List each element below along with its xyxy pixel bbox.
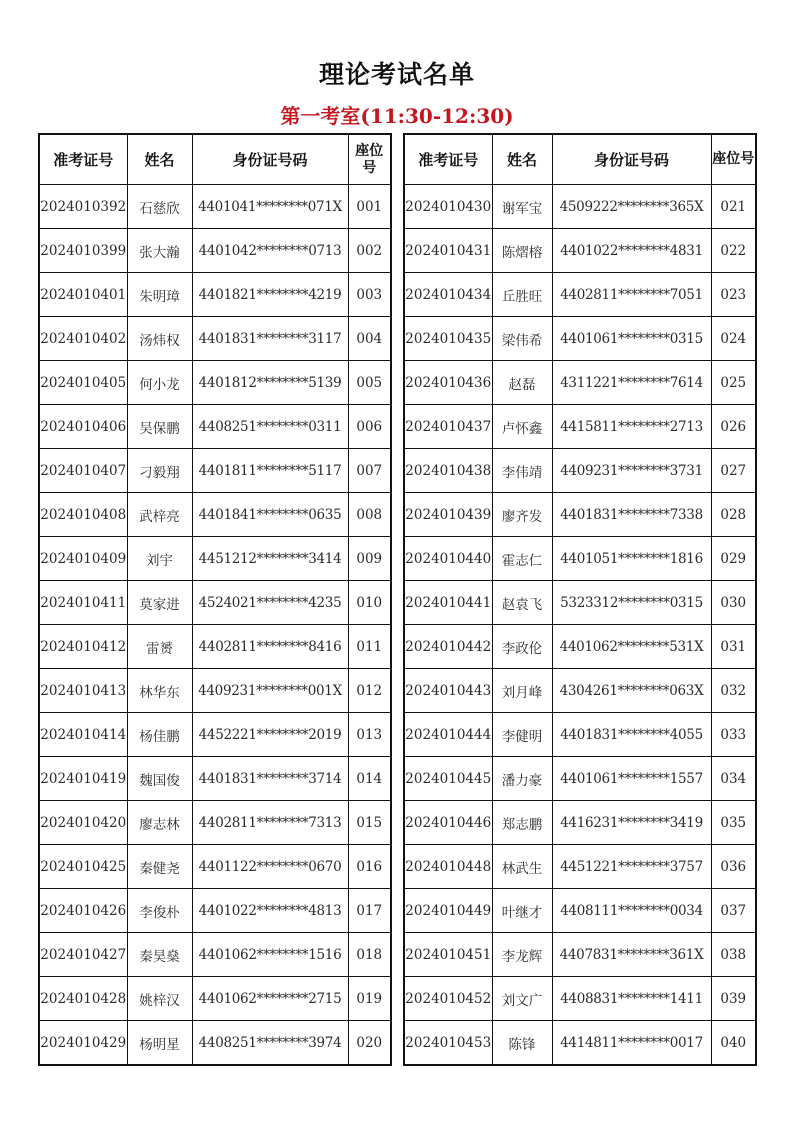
cell-id-number: 4401062********1516 — [192, 933, 348, 977]
cell-id-number: 4311221********7614 — [552, 361, 711, 405]
cell-name: 武梓亮 — [127, 493, 192, 537]
cell-name: 卢怀鑫 — [492, 405, 552, 449]
cell-id-number: 4401831********4055 — [552, 713, 711, 757]
table-row — [404, 757, 756, 801]
cell-name: 雷赟 — [127, 625, 192, 669]
cell-id-number: 4414811********0017 — [552, 1021, 711, 1066]
cell-id-number: 4509222********365X — [552, 185, 711, 229]
roster-body-left — [39, 185, 391, 1066]
header-exam-id: 准考证号 — [39, 134, 127, 185]
cell-id-number: 4401022********4813 — [192, 889, 348, 933]
table-row — [404, 1021, 756, 1066]
table-row — [39, 273, 391, 317]
header-name: 姓名 — [492, 134, 552, 185]
table-row — [404, 933, 756, 977]
cell-exam-id: 2024010449 — [404, 889, 492, 933]
table-row — [39, 977, 391, 1021]
cell-exam-id: 2024010442 — [404, 625, 492, 669]
cell-seat: 010 — [348, 581, 391, 625]
cell-id-number: 4415811********2713 — [552, 405, 711, 449]
cell-exam-id: 2024010420 — [39, 801, 127, 845]
cell-name: 刘文广 — [492, 977, 552, 1021]
table-row — [39, 933, 391, 977]
cell-seat: 019 — [348, 977, 391, 1021]
cell-id-number: 4409231********3731 — [552, 449, 711, 493]
cell-seat: 037 — [711, 889, 756, 933]
cell-seat: 040 — [711, 1021, 756, 1066]
cell-exam-id: 2024010413 — [39, 669, 127, 713]
cell-seat: 008 — [348, 493, 391, 537]
cell-seat: 018 — [348, 933, 391, 977]
cell-seat: 012 — [348, 669, 391, 713]
cell-seat: 005 — [348, 361, 391, 405]
cell-seat: 016 — [348, 845, 391, 889]
cell-seat: 028 — [711, 493, 756, 537]
table-row — [39, 889, 391, 933]
cell-exam-id: 2024010408 — [39, 493, 127, 537]
cell-id-number: 4401812********5139 — [192, 361, 348, 405]
cell-exam-id: 2024010392 — [39, 185, 127, 229]
table-row — [404, 537, 756, 581]
cell-id-number: 4524021********4235 — [192, 581, 348, 625]
header-exam-id: 准考证号 — [404, 134, 492, 185]
cell-seat: 011 — [348, 625, 391, 669]
cell-exam-id: 2024010436 — [404, 361, 492, 405]
cell-name: 赵磊 — [492, 361, 552, 405]
cell-exam-id: 2024010429 — [39, 1021, 127, 1066]
cell-seat: 036 — [711, 845, 756, 889]
cell-seat: 014 — [348, 757, 391, 801]
cell-exam-id: 2024010405 — [39, 361, 127, 405]
cell-id-number: 4401831********7338 — [552, 493, 711, 537]
cell-name: 廖齐发 — [492, 493, 552, 537]
cell-seat: 026 — [711, 405, 756, 449]
table-row — [39, 625, 391, 669]
cell-name: 林武生 — [492, 845, 552, 889]
exam-room-subtitle: 第一考室(11:30-12:30) — [280, 104, 514, 128]
header-id-number: 身份证号码 — [192, 134, 348, 185]
table-header-row — [39, 134, 391, 185]
cell-name: 霍志仁 — [492, 537, 552, 581]
cell-id-number: 4452221********2019 — [192, 713, 348, 757]
cell-id-number: 4402811********7313 — [192, 801, 348, 845]
cell-exam-id: 2024010427 — [39, 933, 127, 977]
header-seat: 座位号 — [711, 134, 756, 185]
cell-name: 陈熠榕 — [492, 229, 552, 273]
table-row — [39, 493, 391, 537]
cell-exam-id: 2024010414 — [39, 713, 127, 757]
table-row — [39, 405, 391, 449]
table-row — [404, 845, 756, 889]
cell-exam-id: 2024010411 — [39, 581, 127, 625]
cell-exam-id: 2024010430 — [404, 185, 492, 229]
table-row — [39, 361, 391, 405]
cell-seat: 025 — [711, 361, 756, 405]
cell-seat: 027 — [711, 449, 756, 493]
roster-table-right — [403, 133, 757, 1066]
cell-exam-id: 2024010402 — [39, 317, 127, 361]
cell-seat: 013 — [348, 713, 391, 757]
cell-id-number: 4401841********0635 — [192, 493, 348, 537]
roster-table-left — [38, 133, 392, 1066]
cell-exam-id: 2024010407 — [39, 449, 127, 493]
cell-id-number: 4401062********531X — [552, 625, 711, 669]
cell-exam-id: 2024010426 — [39, 889, 127, 933]
cell-seat: 031 — [711, 625, 756, 669]
cell-name: 谢军宝 — [492, 185, 552, 229]
cell-seat: 015 — [348, 801, 391, 845]
cell-seat: 023 — [711, 273, 756, 317]
cell-seat: 039 — [711, 977, 756, 1021]
cell-name: 潘力豪 — [492, 757, 552, 801]
cell-seat: 001 — [348, 185, 391, 229]
cell-id-number: 4401042********0713 — [192, 229, 348, 273]
cell-name: 何小龙 — [127, 361, 192, 405]
cell-name: 李龙辉 — [492, 933, 552, 977]
cell-name: 刘宇 — [127, 537, 192, 581]
table-row — [404, 273, 756, 317]
table-row — [404, 493, 756, 537]
cell-id-number: 4402811********8416 — [192, 625, 348, 669]
cell-seat: 033 — [711, 713, 756, 757]
cell-name: 刘月峰 — [492, 669, 552, 713]
cell-seat: 035 — [711, 801, 756, 845]
cell-name: 刁毅翔 — [127, 449, 192, 493]
cell-seat: 017 — [348, 889, 391, 933]
table-row — [404, 713, 756, 757]
table-row — [39, 229, 391, 273]
cell-exam-id: 2024010409 — [39, 537, 127, 581]
header-name: 姓名 — [127, 134, 192, 185]
cell-exam-id: 2024010441 — [404, 581, 492, 625]
table-header-row — [404, 134, 756, 185]
cell-name: 吴保鹏 — [127, 405, 192, 449]
table-row — [39, 845, 391, 889]
cell-name: 莫家进 — [127, 581, 192, 625]
cell-id-number: 4451212********3414 — [192, 537, 348, 581]
table-row — [404, 669, 756, 713]
cell-exam-id: 2024010438 — [404, 449, 492, 493]
table-row — [404, 405, 756, 449]
table-row — [404, 185, 756, 229]
cell-exam-id: 2024010399 — [39, 229, 127, 273]
cell-name: 杨佳鹏 — [127, 713, 192, 757]
cell-id-number: 4401831********3714 — [192, 757, 348, 801]
cell-name: 叶继才 — [492, 889, 552, 933]
cell-exam-id: 2024010445 — [404, 757, 492, 801]
cell-name: 李健明 — [492, 713, 552, 757]
cell-name: 陈锋 — [492, 1021, 552, 1066]
cell-seat: 034 — [711, 757, 756, 801]
cell-id-number: 4451221********3757 — [552, 845, 711, 889]
cell-exam-id: 2024010439 — [404, 493, 492, 537]
cell-id-number: 4401062********2715 — [192, 977, 348, 1021]
cell-id-number: 4401041********071X — [192, 185, 348, 229]
cell-seat: 029 — [711, 537, 756, 581]
cell-exam-id: 2024010434 — [404, 273, 492, 317]
cell-id-number: 4401022********4831 — [552, 229, 711, 273]
table-row — [39, 757, 391, 801]
table-row — [404, 625, 756, 669]
table-row — [39, 713, 391, 757]
cell-seat: 006 — [348, 405, 391, 449]
cell-seat: 009 — [348, 537, 391, 581]
cell-seat: 032 — [711, 669, 756, 713]
table-row — [39, 669, 391, 713]
cell-id-number: 4401831********3117 — [192, 317, 348, 361]
cell-exam-id: 2024010419 — [39, 757, 127, 801]
cell-name: 赵袁飞 — [492, 581, 552, 625]
table-row — [39, 1021, 391, 1066]
table-row — [404, 801, 756, 845]
cell-name: 郑志鹏 — [492, 801, 552, 845]
cell-name: 梁伟希 — [492, 317, 552, 361]
table-row — [39, 537, 391, 581]
cell-seat: 020 — [348, 1021, 391, 1066]
cell-name: 李伟靖 — [492, 449, 552, 493]
cell-exam-id: 2024010452 — [404, 977, 492, 1021]
cell-name: 魏国俊 — [127, 757, 192, 801]
cell-exam-id: 2024010440 — [404, 537, 492, 581]
table-row — [39, 581, 391, 625]
cell-id-number: 5323312********0315 — [552, 581, 711, 625]
cell-id-number: 4402811********7051 — [552, 273, 711, 317]
cell-name: 姚梓汉 — [127, 977, 192, 1021]
cell-name: 李政伦 — [492, 625, 552, 669]
table-row — [404, 449, 756, 493]
cell-seat: 003 — [348, 273, 391, 317]
cell-id-number: 4401061********0315 — [552, 317, 711, 361]
cell-exam-id: 2024010448 — [404, 845, 492, 889]
cell-exam-id: 2024010444 — [404, 713, 492, 757]
cell-name: 张大瀚 — [127, 229, 192, 273]
cell-seat: 022 — [711, 229, 756, 273]
cell-id-number: 4401122********0670 — [192, 845, 348, 889]
table-row — [404, 977, 756, 1021]
table-row — [39, 449, 391, 493]
cell-seat: 038 — [711, 933, 756, 977]
table-row — [404, 889, 756, 933]
cell-id-number: 4401811********5117 — [192, 449, 348, 493]
cell-id-number: 4304261********063X — [552, 669, 711, 713]
table-row — [404, 581, 756, 625]
cell-id-number: 4408251********3974 — [192, 1021, 348, 1066]
cell-name: 汤炜权 — [127, 317, 192, 361]
cell-seat: 002 — [348, 229, 391, 273]
cell-id-number: 4401821********4219 — [192, 273, 348, 317]
table-row — [404, 317, 756, 361]
table-row — [39, 801, 391, 845]
header-seat: 座位号 — [348, 134, 391, 185]
table-row — [404, 361, 756, 405]
cell-id-number: 4408111********0034 — [552, 889, 711, 933]
cell-exam-id: 2024010437 — [404, 405, 492, 449]
table-row — [39, 317, 391, 361]
cell-exam-id: 2024010435 — [404, 317, 492, 361]
roster-body-right — [404, 185, 756, 1066]
cell-name: 朱明璋 — [127, 273, 192, 317]
cell-seat: 024 — [711, 317, 756, 361]
cell-id-number: 4416231********3419 — [552, 801, 711, 845]
cell-name: 林华东 — [127, 669, 192, 713]
cell-exam-id: 2024010453 — [404, 1021, 492, 1066]
cell-seat: 030 — [711, 581, 756, 625]
cell-name: 李俊朴 — [127, 889, 192, 933]
cell-name: 秦健尧 — [127, 845, 192, 889]
cell-name: 丘胜旺 — [492, 273, 552, 317]
cell-seat: 004 — [348, 317, 391, 361]
cell-id-number: 4408831********1411 — [552, 977, 711, 1021]
cell-id-number: 4407831********361X — [552, 933, 711, 977]
cell-name: 杨明星 — [127, 1021, 192, 1066]
cell-exam-id: 2024010425 — [39, 845, 127, 889]
cell-exam-id: 2024010443 — [404, 669, 492, 713]
page-title: 理论考试名单 — [318, 60, 475, 89]
cell-seat: 021 — [711, 185, 756, 229]
cell-exam-id: 2024010431 — [404, 229, 492, 273]
cell-id-number: 4408251********0311 — [192, 405, 348, 449]
cell-name: 石慈欣 — [127, 185, 192, 229]
cell-exam-id: 2024010451 — [404, 933, 492, 977]
cell-exam-id: 2024010406 — [39, 405, 127, 449]
table-row — [39, 185, 391, 229]
cell-exam-id: 2024010446 — [404, 801, 492, 845]
cell-id-number: 4401051********1816 — [552, 537, 711, 581]
table-row — [404, 229, 756, 273]
cell-exam-id: 2024010428 — [39, 977, 127, 1021]
cell-name: 秦昊燊 — [127, 933, 192, 977]
cell-id-number: 4409231********001X — [192, 669, 348, 713]
cell-id-number: 4401061********1557 — [552, 757, 711, 801]
cell-name: 廖志林 — [127, 801, 192, 845]
header-id-number: 身份证号码 — [552, 134, 711, 185]
cell-exam-id: 2024010412 — [39, 625, 127, 669]
cell-exam-id: 2024010401 — [39, 273, 127, 317]
cell-seat: 007 — [348, 449, 391, 493]
